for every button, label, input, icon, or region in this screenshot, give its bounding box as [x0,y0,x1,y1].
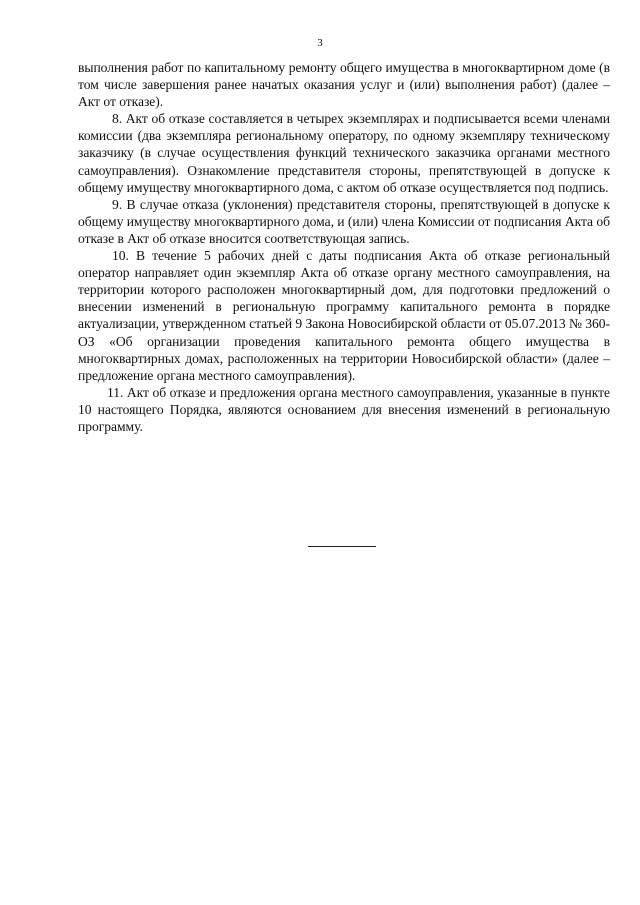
paragraph-11: 11. Акт об отказе и предложения органа местного самоуправления, указанные в пункте 10 настоящего Порядка, являются основанием для внесения изменений в региональную программу. [78,384,610,434]
paragraph-9: 9. В случае отказа (уклонения) представителя стороны, препятствующей в допуске к общему имуществу многоквартирного дома, и (или) члена Комиссии от подписания Акта об отказе в Акт об отказе вносится соответствующая запись. [78,196,610,246]
document-body [78,59,610,435]
paragraph-8: 8. Акт об отказе составляется в четырех экземплярах и подписывается всеми членами комиссии (два экземпляра региональному оператору, по одному экземпляру техническому заказчику (в случае осуществления функций технического заказчика органами местного самоуправления). Ознакомление представителя стороны, препятствующей в допуске к общему имуществу многоквартирного дома, с актом об отказе осуществляется под подпись. [78,111,610,195]
paragraph-10: 10. В течение 5 рабочих дней с даты подписания Акта об отказе региональный оператор направляет один экземпляр Акта об отказе органу местного самоуправления, на территории которого расположен многоквартирный дом, для подготовки предложений о внесении изменений в региональную программу капитального ремонта в порядке актуализации, утвержденном статьей 9 Закона Новосибирской области от 05.07.2013 № 360-ОЗ «Об организации проведения капитального ремонта общего имущества в многоквартирных домах, расположенных на территории Новосибирской области» (далее – предложение органа местного самоуправления). [78,248,610,383]
paragraph-continuation: выполнения работ по капитальному ремонту общего имущества в многоквартирном доме (в том числе завершения ранее начатых оказания услуг и (или) выполнения работ) (далее – Акт от отказе). [78,60,610,110]
page-number: 3 [317,37,323,49]
end-of-document-rule [308,546,376,547]
